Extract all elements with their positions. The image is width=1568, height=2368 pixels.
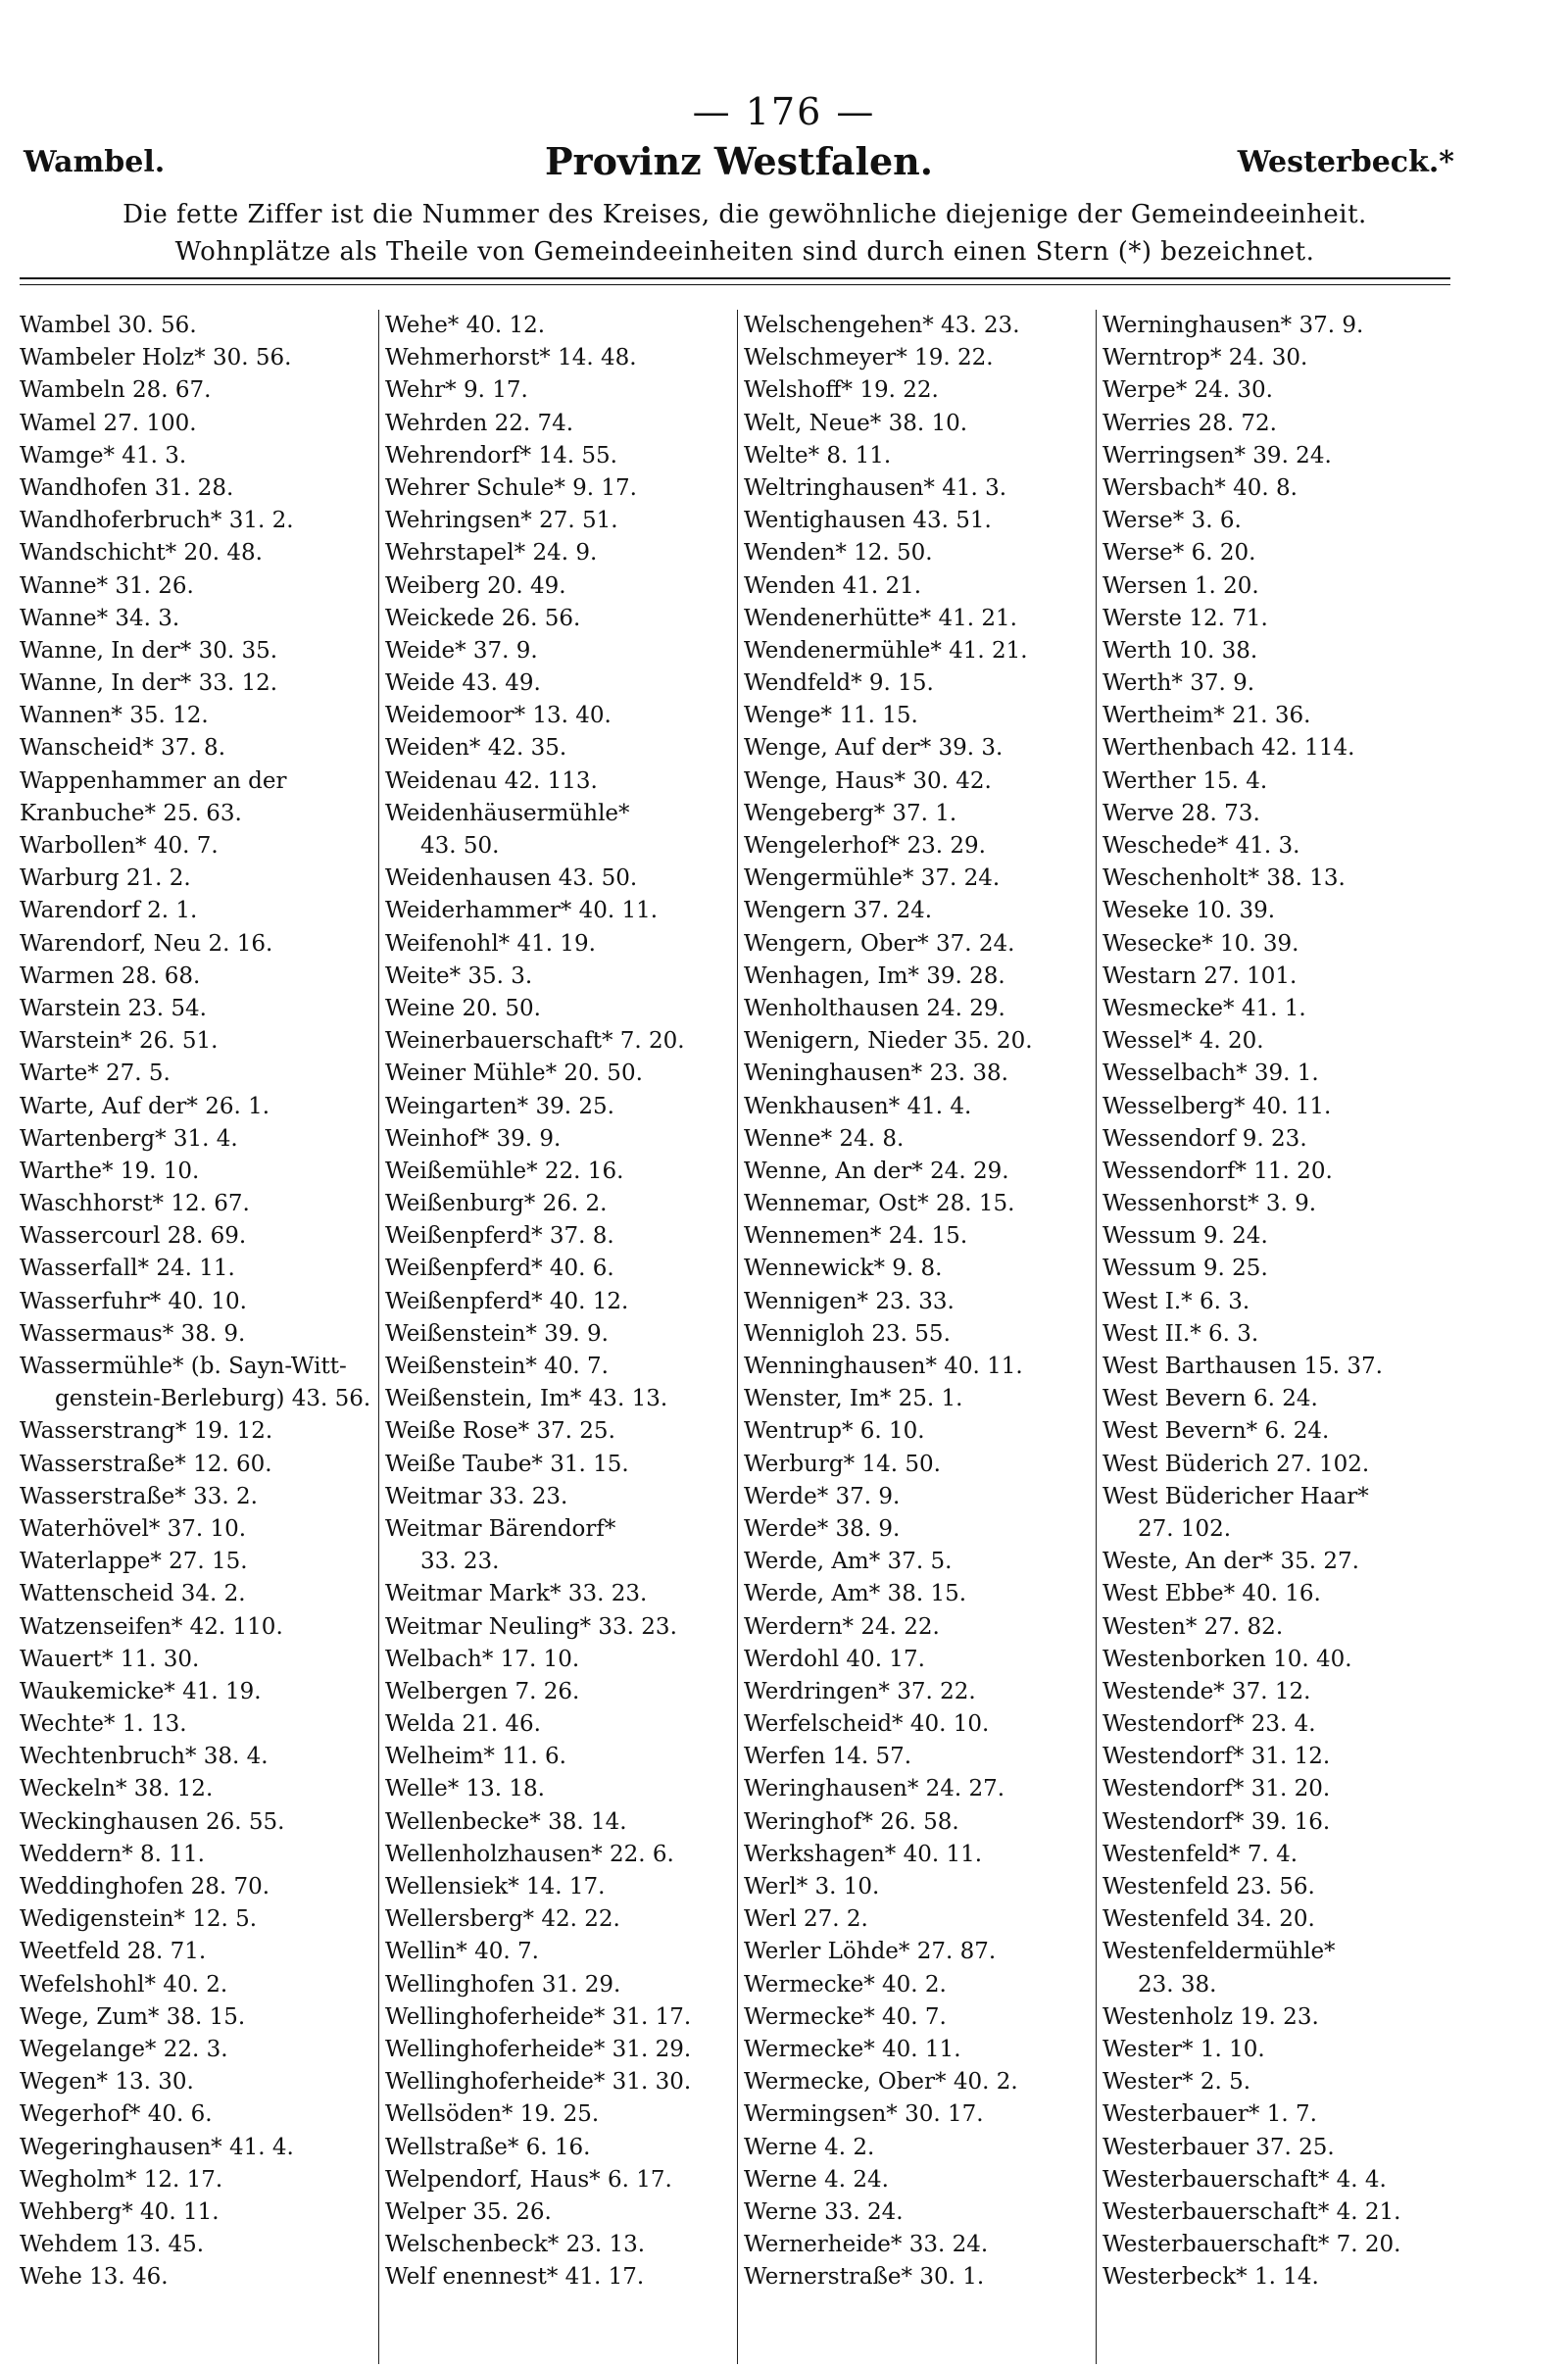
index-entry: Weninghausen* 23. 38. bbox=[744, 1061, 1008, 1087]
index-column-3 bbox=[737, 310, 1096, 2364]
index-entry: Wellin* 40. 7. bbox=[385, 1939, 539, 1965]
index-entry: Wegholm* 12. 17. bbox=[20, 2166, 223, 2193]
index-entry: Wellinghofen 31. 29. bbox=[385, 1971, 621, 1998]
index-entry: Westenfeld* 7. 4. bbox=[1102, 1841, 1298, 1867]
index-entry: Weitmar Bärendorf* bbox=[385, 1515, 616, 1542]
index-entry: Wartenberg* 31. 4. bbox=[20, 1125, 238, 1152]
index-entry: Weifenohl* 41. 19. bbox=[385, 930, 596, 957]
index-entry: Wellstraße* 6. 16. bbox=[385, 2134, 591, 2160]
index-entry: Weidenau 42. 113. bbox=[385, 767, 598, 794]
index-entry: Wessum 9. 24. bbox=[1102, 1223, 1268, 1250]
index-entry: Weiberg 20. 49. bbox=[385, 572, 566, 599]
index-entry: Wendenermühle* 41. 21. bbox=[744, 637, 1028, 664]
index-entry: Weide* 37. 9. bbox=[385, 637, 538, 664]
index-entry: Wasserstraße* 33. 2. bbox=[20, 1483, 258, 1509]
index-entry: Werne 4. 24. bbox=[744, 2166, 889, 2193]
index-entry: Weickede 26. 56. bbox=[385, 605, 581, 631]
index-entry: Wandhofen 31. 28. bbox=[20, 474, 234, 501]
index-entry: Weißenstein, Im* 43. 13. bbox=[385, 1386, 668, 1412]
index-entry: Wenden* 12. 50. bbox=[744, 540, 933, 567]
index-entry: Werburg* 14. 50. bbox=[744, 1451, 941, 1477]
page-header bbox=[24, 139, 1454, 188]
index-entry: West Büderich 27. 102. bbox=[1102, 1451, 1370, 1477]
index-entry: Wengern, Ober* 37. 24. bbox=[744, 930, 1015, 957]
index-entry: Welt, Neue* 38. 10. bbox=[744, 410, 968, 436]
index-entry: Wanne* 34. 3. bbox=[20, 605, 180, 631]
page-number: — 176 — bbox=[692, 90, 876, 133]
index-entry: Weißenpferd* 40. 6. bbox=[385, 1256, 614, 1282]
index-entry: Weckeln* 38. 12. bbox=[20, 1776, 214, 1802]
index-entry: Wermecke* 40. 2. bbox=[744, 1971, 947, 1998]
index-entry: Welheim* 11. 6. bbox=[385, 1744, 566, 1770]
index-entry: Wersen 1. 20. bbox=[1102, 572, 1259, 599]
index-entry: 27. 102. bbox=[1138, 1515, 1232, 1542]
index-entry: Werninghausen* 37. 9. bbox=[1102, 313, 1364, 338]
index-entry: Wentighausen 43. 51. bbox=[744, 508, 992, 534]
index-entry: Werdringen* 37. 22. bbox=[744, 1678, 976, 1704]
index-entry: Welper 35. 26. bbox=[385, 2198, 552, 2225]
index-entry: Wenge* 11. 15. bbox=[744, 703, 918, 729]
index-entry: Wegeringhausen* 41. 4. bbox=[20, 2134, 294, 2160]
index-entry: Wenne, An der* 24. 29. bbox=[744, 1158, 1009, 1184]
index-entry: West Büdericher Haar* bbox=[1102, 1483, 1369, 1509]
index-entry: Weiden* 42. 35. bbox=[385, 735, 567, 762]
index-entry: Wengermühle* 37. 24. bbox=[744, 865, 1001, 892]
index-entry: Weißenpferd* 37. 8. bbox=[385, 1223, 614, 1250]
index-entry: Wellersberg* 42. 22. bbox=[385, 1906, 620, 1933]
index-entry: Weingarten* 39. 25. bbox=[385, 1093, 614, 1119]
index-entry: Westenfeld 23. 56. bbox=[1102, 1874, 1315, 1899]
index-entry: Weißenstein* 40. 7. bbox=[385, 1354, 609, 1379]
index-entry: Westendorf* 31. 12. bbox=[1102, 1744, 1331, 1770]
index-entry: Wenster, Im* 25. 1. bbox=[744, 1386, 963, 1412]
index-entry: Wamel 27. 100. bbox=[20, 410, 197, 436]
index-entry: Wentrup* 6. 10. bbox=[744, 1418, 925, 1445]
index-entry: Wennigloh 23. 55. bbox=[744, 1320, 951, 1347]
index-entry: Westerbauerschaft* 7. 20. bbox=[1102, 2232, 1401, 2258]
index-entry: Welf enennest* 41. 17. bbox=[385, 2264, 645, 2291]
index-entry: Weißenstein* 39. 9. bbox=[385, 1320, 609, 1347]
index-entry: Waschhorst* 12. 67. bbox=[20, 1191, 250, 1217]
index-entry: Wasserfall* 24. 11. bbox=[20, 1256, 235, 1282]
index-entry: Weidenhausen 43. 50. bbox=[385, 865, 638, 892]
index-entry: Wessel* 4. 20. bbox=[1102, 1028, 1264, 1055]
index-entry: Weinerbauerschaft* 7. 20. bbox=[385, 1028, 685, 1055]
index-entry: West I.* 6. 3. bbox=[1102, 1288, 1250, 1314]
index-entry: West Ebbe* 40. 16. bbox=[1102, 1581, 1321, 1607]
index-entry: Wengeberg* 37. 1. bbox=[744, 800, 957, 826]
index-entry: 43. 50. bbox=[420, 833, 500, 859]
index-entry: Waterlappe* 27. 15. bbox=[20, 1549, 248, 1575]
index-entry: Weine 20. 50. bbox=[385, 995, 541, 1021]
index-entry: Wenhagen, Im* 39. 28. bbox=[744, 962, 1005, 989]
index-entry: Wesselberg* 40. 11. bbox=[1102, 1093, 1332, 1119]
index-entry: Welschmeyer* 19. 22. bbox=[744, 345, 994, 371]
index-entry: Wendenerhütte* 41. 21. bbox=[744, 605, 1017, 631]
index-entry: Wenden 41. 21. bbox=[744, 572, 922, 599]
index-entry: Wappenhammer an der bbox=[20, 767, 287, 794]
index-entry: Werde* 37. 9. bbox=[744, 1483, 901, 1509]
index-entry: Werde, Am* 37. 5. bbox=[744, 1549, 953, 1575]
index-entry: Wellinghoferheide* 31. 29. bbox=[385, 2036, 692, 2062]
index-entry: Wehrden 22. 74. bbox=[385, 410, 574, 436]
index-entry: Werthenbach 42. 114. bbox=[1102, 735, 1355, 762]
index-entry: Werse* 6. 20. bbox=[1102, 540, 1256, 567]
index-entry: Wamge* 41. 3. bbox=[20, 442, 187, 469]
index-entry: Westerbeck* 1. 14. bbox=[1102, 2264, 1319, 2291]
index-entry: Wennemar, Ost* 28. 15. bbox=[744, 1191, 1015, 1217]
index-entry: Wellsöden* 19. 25. bbox=[385, 2101, 600, 2128]
index-entry: Wermecke* 40. 7. bbox=[744, 2003, 947, 2030]
index-entry: Wambeler Holz* 30. 56. bbox=[20, 345, 292, 371]
index-entry: Welschenbeck* 23. 13. bbox=[385, 2232, 646, 2258]
index-entry: Wesselbach* 39. 1. bbox=[1102, 1061, 1319, 1087]
index-entry: Weiße Rose* 37. 25. bbox=[385, 1418, 615, 1445]
index-entry: Wertheim* 21. 36. bbox=[1102, 703, 1311, 729]
index-entry: Wambeln 28. 67. bbox=[20, 377, 212, 404]
index-entry: Wegen* 13. 30. bbox=[20, 2069, 194, 2096]
index-entry: Wehmerhorst* 14. 48. bbox=[385, 345, 637, 371]
index-entry: Wehe* 40. 12. bbox=[385, 313, 546, 338]
index-entry: Weckinghausen 26. 55. bbox=[20, 1808, 285, 1835]
index-entry: Wester* 1. 10. bbox=[1102, 2036, 1265, 2062]
index-entry: Wanne, In der* 30. 35. bbox=[20, 637, 278, 664]
index-entry: Weschede* 41. 3. bbox=[1102, 833, 1300, 859]
index-entry: Westenfeld 34. 20. bbox=[1102, 1906, 1315, 1933]
index-entry: Wenge, Auf der* 39. 3. bbox=[744, 735, 1004, 762]
index-entry: Wersbach* 40. 8. bbox=[1102, 474, 1298, 501]
index-entry: Wehringsen* 27. 51. bbox=[385, 508, 618, 534]
index-entry: Wanne* 31. 26. bbox=[20, 572, 194, 599]
index-entry: Wassermaus* 38. 9. bbox=[20, 1320, 246, 1347]
index-column-2 bbox=[378, 310, 737, 2364]
index-entry: Warstein* 26. 51. bbox=[20, 1028, 219, 1055]
index-entry: Weste, An der* 35. 27. bbox=[1102, 1549, 1359, 1575]
index-entry: Wehrstapel* 24. 9. bbox=[385, 540, 598, 567]
index-entry: Welschengehen* 43. 23. bbox=[744, 313, 1020, 338]
index-entry: Wefelshohl* 40. 2. bbox=[20, 1971, 228, 1998]
index-entry: Westendorf* 31. 20. bbox=[1102, 1776, 1331, 1802]
index-entry: Wester* 2. 5. bbox=[1102, 2069, 1251, 2096]
page-title: Provinz Westfalen. bbox=[544, 139, 934, 183]
index-entry: Wege, Zum* 38. 15. bbox=[20, 2003, 246, 2030]
index-entry: Werler Löhde* 27. 87. bbox=[744, 1939, 997, 1965]
index-entry: Weitmar Mark* 33. 23. bbox=[385, 1581, 648, 1607]
index-entry: Waterhövel* 37. 10. bbox=[20, 1515, 247, 1542]
index-entry: Wessendorf 9. 23. bbox=[1102, 1125, 1307, 1152]
index-entry: Werfelscheid* 40. 10. bbox=[744, 1711, 990, 1738]
index-entry: Wannen* 35. 12. bbox=[20, 703, 209, 729]
header-divider-thin bbox=[20, 284, 1450, 285]
index-entry: West Barthausen 15. 37. bbox=[1102, 1354, 1383, 1379]
index-entry: Westenfeldermühle* bbox=[1102, 1939, 1336, 1965]
index-entry: Wermecke, Ober* 40. 2. bbox=[744, 2069, 1018, 2096]
index-entry: West II.* 6. 3. bbox=[1102, 1320, 1259, 1347]
index-entry: West Bevern 6. 24. bbox=[1102, 1386, 1318, 1412]
index-entry: Weißenpferd* 40. 12. bbox=[385, 1288, 629, 1314]
index-entry: Warstein 23. 54. bbox=[20, 995, 207, 1021]
index-entry: Wehrer Schule* 9. 17. bbox=[385, 474, 637, 501]
index-entry: Werne 4. 2. bbox=[744, 2134, 875, 2160]
index-entry: Welte* 8. 11. bbox=[744, 442, 892, 469]
index-entry: Weitmar 33. 23. bbox=[385, 1483, 568, 1509]
index-entry: Wenholthausen 24. 29. bbox=[744, 995, 1005, 1021]
index-entry: Wellenholzhausen* 22. 6. bbox=[385, 1841, 674, 1867]
index-entry: Weiner Mühle* 20. 50. bbox=[385, 1061, 643, 1087]
index-entry: Welpendorf, Haus* 6. 17. bbox=[385, 2166, 672, 2193]
index-entry: Wengelerhof* 23. 29. bbox=[744, 833, 986, 859]
index-entry: Wedigenstein* 12. 5. bbox=[20, 1906, 258, 1933]
index-entry: Wessenhorst* 3. 9. bbox=[1102, 1191, 1317, 1217]
index-entry: Weddinghofen 28. 70. bbox=[20, 1874, 270, 1899]
index-entry: Westendorf* 39. 16. bbox=[1102, 1808, 1331, 1835]
index-entry: Wesecke* 10. 39. bbox=[1102, 930, 1299, 957]
index-entry: Westenholz 19. 23. bbox=[1102, 2003, 1319, 2030]
index-entry: Weltringhausen* 41. 3. bbox=[744, 474, 1007, 501]
index-entry: Wehberg* 40. 11. bbox=[20, 2198, 220, 2225]
index-entry: Weite* 35. 3. bbox=[385, 962, 533, 989]
index-entry: Werther 15. 4. bbox=[1102, 767, 1268, 794]
index-entry: Wehr* 9. 17. bbox=[385, 377, 528, 404]
index-entry: Warendorf, Neu 2. 16. bbox=[20, 930, 273, 957]
index-entry: Warendorf 2. 1. bbox=[20, 898, 198, 924]
index-entry: Warte, Auf der* 26. 1. bbox=[20, 1093, 270, 1119]
index-entry: West Bevern* 6. 24. bbox=[1102, 1418, 1330, 1445]
index-entry: Wassermühle* (b. Sayn-Witt- bbox=[20, 1354, 347, 1379]
index-entry: Wambel 30. 56. bbox=[20, 313, 197, 338]
index-entry: Watzenseifen* 42. 110. bbox=[20, 1613, 283, 1640]
index-entry: Wehdem 13. 45. bbox=[20, 2232, 205, 2258]
index-entry: Wehe 13. 46. bbox=[20, 2264, 169, 2291]
legend-note-asterisk: Wohnplätze als Theile von Gemeindeeinheiten sind durch einen Stern (*) bezeichnet. bbox=[174, 237, 1315, 267]
index-entry: Waukemicke* 41. 19. bbox=[20, 1678, 262, 1704]
index-entry: Weitmar Neuling* 33. 23. bbox=[385, 1613, 677, 1640]
index-entry: Wandschicht* 20. 48. bbox=[20, 540, 263, 567]
index-entry: Wernerstraße* 30. 1. bbox=[744, 2264, 985, 2291]
index-entry: Weide 43. 49. bbox=[385, 670, 541, 697]
index-entry: Westarn 27. 101. bbox=[1102, 962, 1298, 989]
index-entry: Wellinghoferheide* 31. 30. bbox=[385, 2069, 692, 2096]
index-entry: Werve 28. 73. bbox=[1102, 800, 1260, 826]
index-entry: Wenge, Haus* 30. 42. bbox=[744, 767, 992, 794]
header-last-entry: Westerbeck.* bbox=[1237, 145, 1454, 179]
index-entry: Wandhoferbruch* 31. 2. bbox=[20, 508, 294, 534]
index-entry: Wassercourl 28. 69. bbox=[20, 1223, 247, 1250]
index-entry: Wellinghoferheide* 31. 17. bbox=[385, 2003, 692, 2030]
index-entry: Wenninghausen* 40. 11. bbox=[744, 1354, 1023, 1379]
index-entry: Werste 12. 71. bbox=[1102, 605, 1268, 631]
index-entry: Wendfeld* 9. 15. bbox=[744, 670, 934, 697]
index-entry: Werth* 37. 9. bbox=[1102, 670, 1255, 697]
index-entry: Weißenburg* 26. 2. bbox=[385, 1191, 608, 1217]
index-column-4 bbox=[1096, 310, 1450, 2364]
index-entry: Westen* 27. 82. bbox=[1102, 1613, 1284, 1640]
index-entry: Wessendorf* 11. 20. bbox=[1102, 1158, 1333, 1184]
index-entry: Weringhausen* 24. 27. bbox=[744, 1776, 1005, 1802]
index-entry: Westerbauerschaft* 4. 21. bbox=[1102, 2198, 1401, 2225]
index-entry: Westerbauerschaft* 4. 4. bbox=[1102, 2166, 1387, 2193]
index-entry: Warburg 21. 2. bbox=[20, 865, 191, 892]
index-entry: Warbollen* 40. 7. bbox=[20, 833, 219, 859]
index-entry: Wermecke* 40. 11. bbox=[744, 2036, 961, 2062]
index-entry: Werdern* 24. 22. bbox=[744, 1613, 940, 1640]
index-entry: genstein-Berleburg) 43. 56. bbox=[55, 1386, 371, 1412]
index-entry: Westenborken 10. 40. bbox=[1102, 1646, 1352, 1672]
index-entry: Wattenscheid 34. 2. bbox=[20, 1581, 246, 1607]
header-divider bbox=[20, 277, 1450, 279]
index-column-1 bbox=[20, 310, 378, 2364]
index-entry: Westendorf* 23. 4. bbox=[1102, 1711, 1316, 1738]
index-entry: Warmen 28. 68. bbox=[20, 962, 201, 989]
index-entry: Werth 10. 38. bbox=[1102, 637, 1258, 664]
index-entry: Werde, Am* 38. 15. bbox=[744, 1581, 967, 1607]
index-entry: Kranbuche* 25. 63. bbox=[20, 800, 242, 826]
index-entry: Werfen 14. 57. bbox=[744, 1744, 912, 1770]
index-entry: Wellensiek* 14. 17. bbox=[385, 1874, 606, 1899]
index-entry: Welbach* 17. 10. bbox=[385, 1646, 580, 1672]
index-entry: Wesmecke* 41. 1. bbox=[1102, 995, 1306, 1021]
index-entry: Wanscheid* 37. 8. bbox=[20, 735, 225, 762]
index-entry: Wenkhausen* 41. 4. bbox=[744, 1093, 972, 1119]
index-entry: Westerbauer 37. 25. bbox=[1102, 2134, 1335, 2160]
index-entry: Wermingsen* 30. 17. bbox=[744, 2101, 984, 2128]
index-entry: Weddern* 8. 11. bbox=[20, 1841, 205, 1867]
index-entry: Wasserfuhr* 40. 10. bbox=[20, 1288, 247, 1314]
index-entry: Weiderhammer* 40. 11. bbox=[385, 898, 659, 924]
index-entry: 33. 23. bbox=[420, 1549, 500, 1575]
index-entry: Wellenbecke* 38. 14. bbox=[385, 1808, 627, 1835]
index-entry: Werde* 38. 9. bbox=[744, 1515, 901, 1542]
index-entry: Weißemühle* 22. 16. bbox=[385, 1158, 624, 1184]
index-entry: Wechtenbruch* 38. 4. bbox=[20, 1744, 269, 1770]
index-entry: Werl* 3. 10. bbox=[744, 1874, 880, 1899]
index-entry: Wernerheide* 33. 24. bbox=[744, 2232, 989, 2258]
index-entry: Welshoff* 19. 22. bbox=[744, 377, 939, 404]
index-entry: Wennigen* 23. 33. bbox=[744, 1288, 955, 1314]
index-entry: Westende* 37. 12. bbox=[1102, 1678, 1311, 1704]
index-entry: Wegerhof* 40. 6. bbox=[20, 2101, 213, 2128]
index-entry: Wennemen* 24. 15. bbox=[744, 1223, 968, 1250]
index-entry: Wechte* 1. 13. bbox=[20, 1711, 187, 1738]
index-entry: Weinhof* 39. 9. bbox=[385, 1125, 562, 1152]
index-entry: Wehrendorf* 14. 55. bbox=[385, 442, 617, 469]
index-entry: Werries 28. 72. bbox=[1102, 410, 1277, 436]
index-entry: Welbergen 7. 26. bbox=[385, 1678, 580, 1704]
index-entry: Warthe* 19. 10. bbox=[20, 1158, 200, 1184]
index-entry: Werse* 3. 6. bbox=[1102, 508, 1242, 534]
index-entry: Werpe* 24. 30. bbox=[1102, 377, 1273, 404]
index-entry: Weidenhäusermühle* bbox=[385, 800, 630, 826]
legend-note-bold-number: Die fette Ziffer ist die Nummer des Kreises, die gewöhnliche diejenige der Gemeindeeinheit. bbox=[122, 200, 1367, 229]
index-entry: Welda 21. 46. bbox=[385, 1711, 541, 1738]
index-entry: Werntrop* 24. 30. bbox=[1102, 345, 1308, 371]
index-entry: Wessum 9. 25. bbox=[1102, 1256, 1268, 1282]
index-entry: Weschenholt* 38. 13. bbox=[1102, 865, 1346, 892]
index-columns bbox=[20, 310, 1450, 2364]
index-entry: Wennewick* 9. 8. bbox=[744, 1256, 943, 1282]
index-entry: Warte* 27. 5. bbox=[20, 1061, 171, 1087]
index-entry: Wauert* 11. 30. bbox=[20, 1646, 200, 1672]
index-entry: Wenigern, Nieder 35. 20. bbox=[744, 1028, 1033, 1055]
index-entry: Weetfeld 28. 71. bbox=[20, 1939, 207, 1965]
index-entry: Wanne, In der* 33. 12. bbox=[20, 670, 278, 697]
index-entry: Weiße Taube* 31. 15. bbox=[385, 1451, 629, 1477]
index-entry: Weringhof* 26. 58. bbox=[744, 1808, 959, 1835]
index-entry: Werl 27. 2. bbox=[744, 1906, 868, 1933]
index-entry: Wenne* 24. 8. bbox=[744, 1125, 905, 1152]
index-entry: Wasserstraße* 12. 60. bbox=[20, 1451, 272, 1477]
header-first-entry: Wambel. bbox=[24, 145, 166, 179]
index-entry: Weseke 10. 39. bbox=[1102, 898, 1276, 924]
index-entry: Wengern 37. 24. bbox=[744, 898, 933, 924]
index-entry: 23. 38. bbox=[1138, 1971, 1217, 1998]
index-entry: Werkshagen* 40. 11. bbox=[744, 1841, 983, 1867]
index-entry: Westerbauer* 1. 7. bbox=[1102, 2101, 1317, 2128]
index-entry: Wegelange* 22. 3. bbox=[20, 2036, 228, 2062]
index-entry: Wasserstrang* 19. 12. bbox=[20, 1418, 273, 1445]
index-entry: Werdohl 40. 17. bbox=[744, 1646, 925, 1672]
index-entry: Weidemoor* 13. 40. bbox=[385, 703, 612, 729]
index-entry: Welle* 13. 18. bbox=[385, 1776, 545, 1802]
index-entry: Werne 33. 24. bbox=[744, 2198, 904, 2225]
index-entry: Werringsen* 39. 24. bbox=[1102, 442, 1332, 469]
